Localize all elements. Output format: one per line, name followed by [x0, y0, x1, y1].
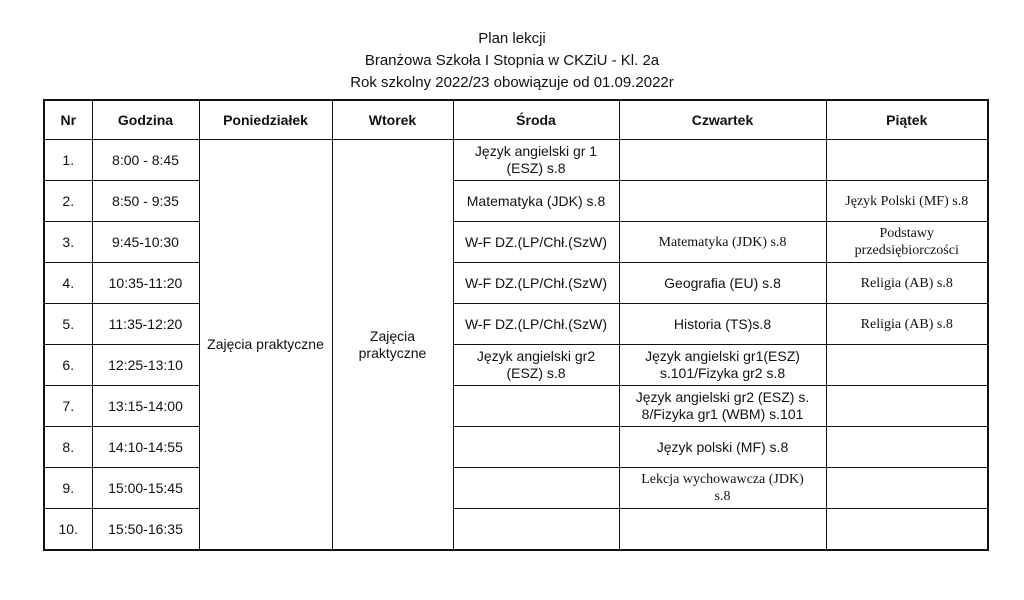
sroda-cell [453, 427, 619, 468]
sroda-cell: W-F DZ.(LP/Chł.(SzW) [453, 222, 619, 263]
lesson-time: 13:15-14:00 [92, 386, 199, 427]
czwartek-cell [619, 509, 826, 551]
sroda-cell: Matematyka (JDK) s.8 [453, 181, 619, 222]
table-row [44, 345, 988, 386]
czwartek-cell: Język polski (MF) s.8 [619, 427, 826, 468]
table-row [44, 509, 988, 551]
sroda-cell [453, 509, 619, 551]
col-header-czwartek: Czwartek [619, 100, 826, 140]
monday-block-text: Zajęcia praktyczne [207, 336, 324, 352]
table-row [44, 427, 988, 468]
lesson-number: 7. [44, 386, 92, 427]
piatek-cell [826, 427, 988, 468]
schedule-table [43, 99, 989, 551]
col-header-poniedzialek: Poniedziałek [199, 100, 332, 140]
czwartek-cell: Matematyka (JDK) s.8 [619, 222, 826, 263]
plan-title: Plan lekcji [478, 30, 546, 47]
lesson-number: 8. [44, 427, 92, 468]
school-year: Rok szkolny 2022/23 obowiązuje od 01.09.2022r [350, 74, 674, 91]
lesson-number: 3. [44, 222, 92, 263]
lesson-number: 5. [44, 304, 92, 345]
piatek-cell: Religia (AB) s.8 [826, 304, 988, 345]
table-row [44, 386, 988, 427]
lesson-number: 2. [44, 181, 92, 222]
col-header-wtorek: Wtorek [332, 100, 453, 140]
lesson-number: 10. [44, 509, 92, 551]
czwartek-cell: Geografia (EU) s.8 [619, 263, 826, 304]
czwartek-cell [619, 181, 826, 222]
czwartek-cell: Język angielski gr1(ESZ) s.101/Fizyka gr2 s.8 [619, 345, 826, 386]
piatek-cell [826, 345, 988, 386]
piatek-cell [826, 509, 988, 551]
tuesday-block-line2: praktyczne [358, 344, 427, 361]
sroda-cell: Język angielski gr2 (ESZ) s.8 [453, 345, 619, 386]
lesson-time: 8:50 - 9:35 [92, 181, 199, 222]
czwartek-cell [619, 140, 826, 181]
piatek-cell [826, 468, 988, 509]
lesson-number: 4. [44, 263, 92, 304]
piatek-cell [826, 386, 988, 427]
lesson-number: 6. [44, 345, 92, 386]
sroda-cell [453, 386, 619, 427]
table-row [44, 222, 988, 263]
lesson-time: 15:00-15:45 [92, 468, 199, 509]
school-name: Branżowa Szkoła I Stopnia w CKZiU - Kl. 2a [364, 52, 660, 69]
piatek-cell: Język Polski (MF) s.8 [826, 181, 988, 222]
lesson-number: 9. [44, 468, 92, 509]
sroda-cell: W-F DZ.(LP/Chł.(SzW) [453, 304, 619, 345]
piatek-cell: Religia (AB) s.8 [826, 263, 988, 304]
col-header-sroda: Środa [453, 100, 619, 140]
col-header-nr: Nr [44, 100, 92, 140]
header-row [44, 100, 988, 140]
table-row [44, 263, 988, 304]
czwartek-cell: Historia (TS)s.8 [619, 304, 826, 345]
lesson-time: 9:45-10:30 [92, 222, 199, 263]
lesson-time: 11:35-12:20 [92, 304, 199, 345]
table-row [44, 304, 988, 345]
piatek-cell: Podstawy przedsiębiorczości [826, 222, 988, 263]
col-header-godzina: Godzina [92, 100, 199, 140]
lesson-time: 12:25-13:10 [92, 345, 199, 386]
czwartek-cell: Język angielski gr2 (ESZ) s. 8/Fizyka gr1 (WBM) s.101 [619, 386, 826, 427]
czwartek-cell: Lekcja wychowawcza (JDK) s.8 [619, 468, 826, 509]
table-row [44, 468, 988, 509]
sroda-cell [453, 468, 619, 509]
lesson-time: 14:10-14:55 [92, 427, 199, 468]
tuesday-block-line1: Zajęcia [369, 327, 416, 344]
piatek-cell [826, 140, 988, 181]
monday-practical-block [199, 140, 332, 551]
lesson-time: 15:50-16:35 [92, 509, 199, 551]
tuesday-practical-block [332, 140, 453, 551]
col-header-piatek: Piątek [826, 100, 988, 140]
lesson-time: 10:35-11:20 [92, 263, 199, 304]
sroda-cell: W-F DZ.(LP/Chł.(SzW) [453, 263, 619, 304]
sroda-cell: Język angielski gr 1 (ESZ) s.8 [453, 140, 619, 181]
lesson-number: 1. [44, 140, 92, 181]
lesson-time: 8:00 - 8:45 [92, 140, 199, 181]
table-row [44, 140, 988, 181]
table-row [44, 181, 988, 222]
